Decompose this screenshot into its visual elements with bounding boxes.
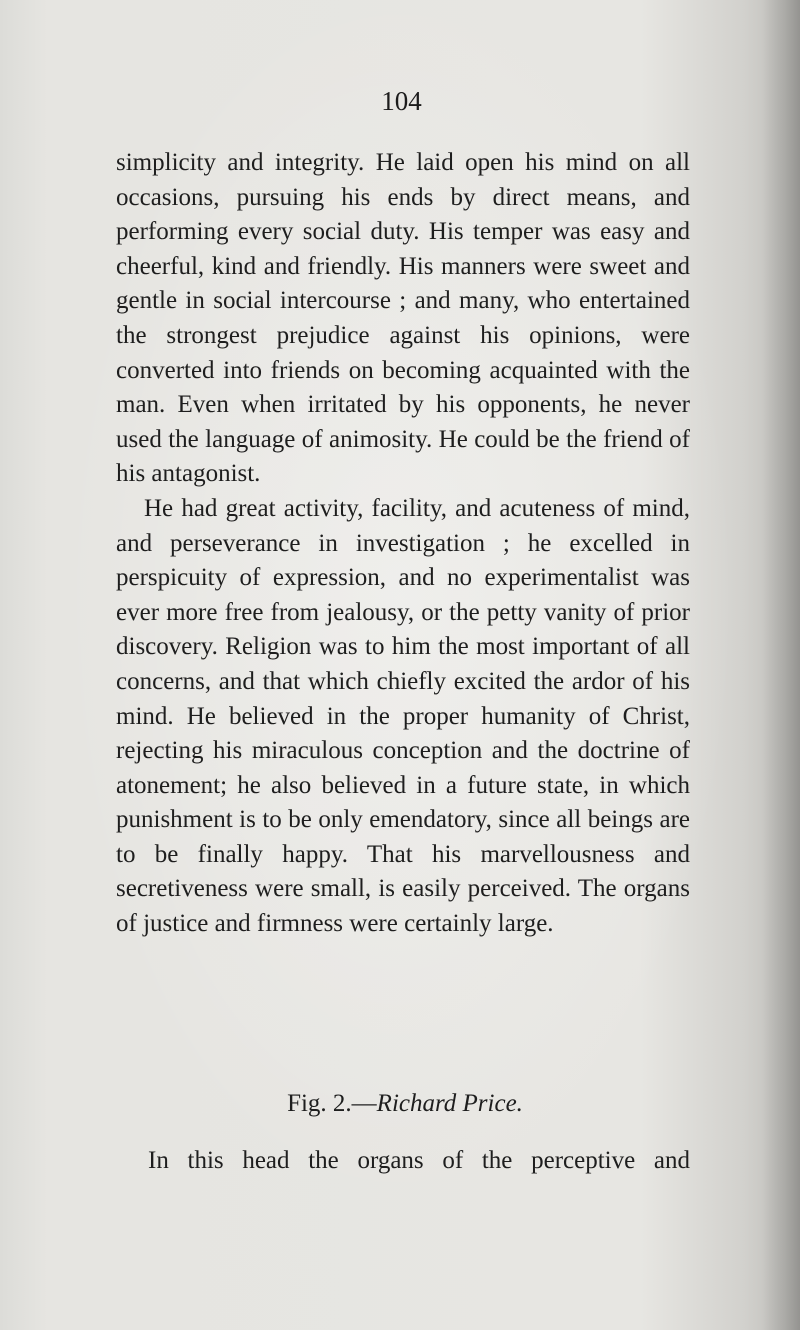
page-gutter-shadow [762, 0, 800, 1330]
figure-caption [0, 1090, 800, 1118]
figure-caption-name: Richard Price. [376, 1090, 523, 1117]
paragraph-continuation: simplicity and integrity. He laid open his mind on all occasions, pursuing his ends by direct means, and performing every social duty. His temper was easy and cheerful, kind and friendly. His manners were sweet and gentle in social intercourse ; and many, who entertained the strongest prejudice against his opinions, were converted into friends on becoming acquainted with the man. Even when irritated by his opponents, he never used the language of animosity. He could be the friend of his antagonist. [116, 149, 690, 488]
figure-caption-label: Fig. 2.— [287, 1090, 377, 1117]
paragraph-character: He had great activity, facility, and acuteness of mind, and perseverance in investigation ; he excelled in perspicuity of expression, and no experimentalist was ever more free from jealousy, or the petty vanity of prior discovery. Religion was to him the most important of all concerns, and that which chiefly excited the ardor of his mind. He believed in the proper humanity of Christ, rejecting his miraculous conception and the doctrine of atonement; he also believed in a future state, in which punishment is to be only emendatory, since all beings are to be finally happy. That his marvellousness and secretiveness were small, is easily perceived. The organs of justice and firmness were certainly large. [116, 494, 690, 938]
paragraph-next: In this head the organs of the perceptive and [148, 1147, 690, 1174]
page-number: 104 [381, 86, 422, 116]
body-text [116, 146, 690, 942]
